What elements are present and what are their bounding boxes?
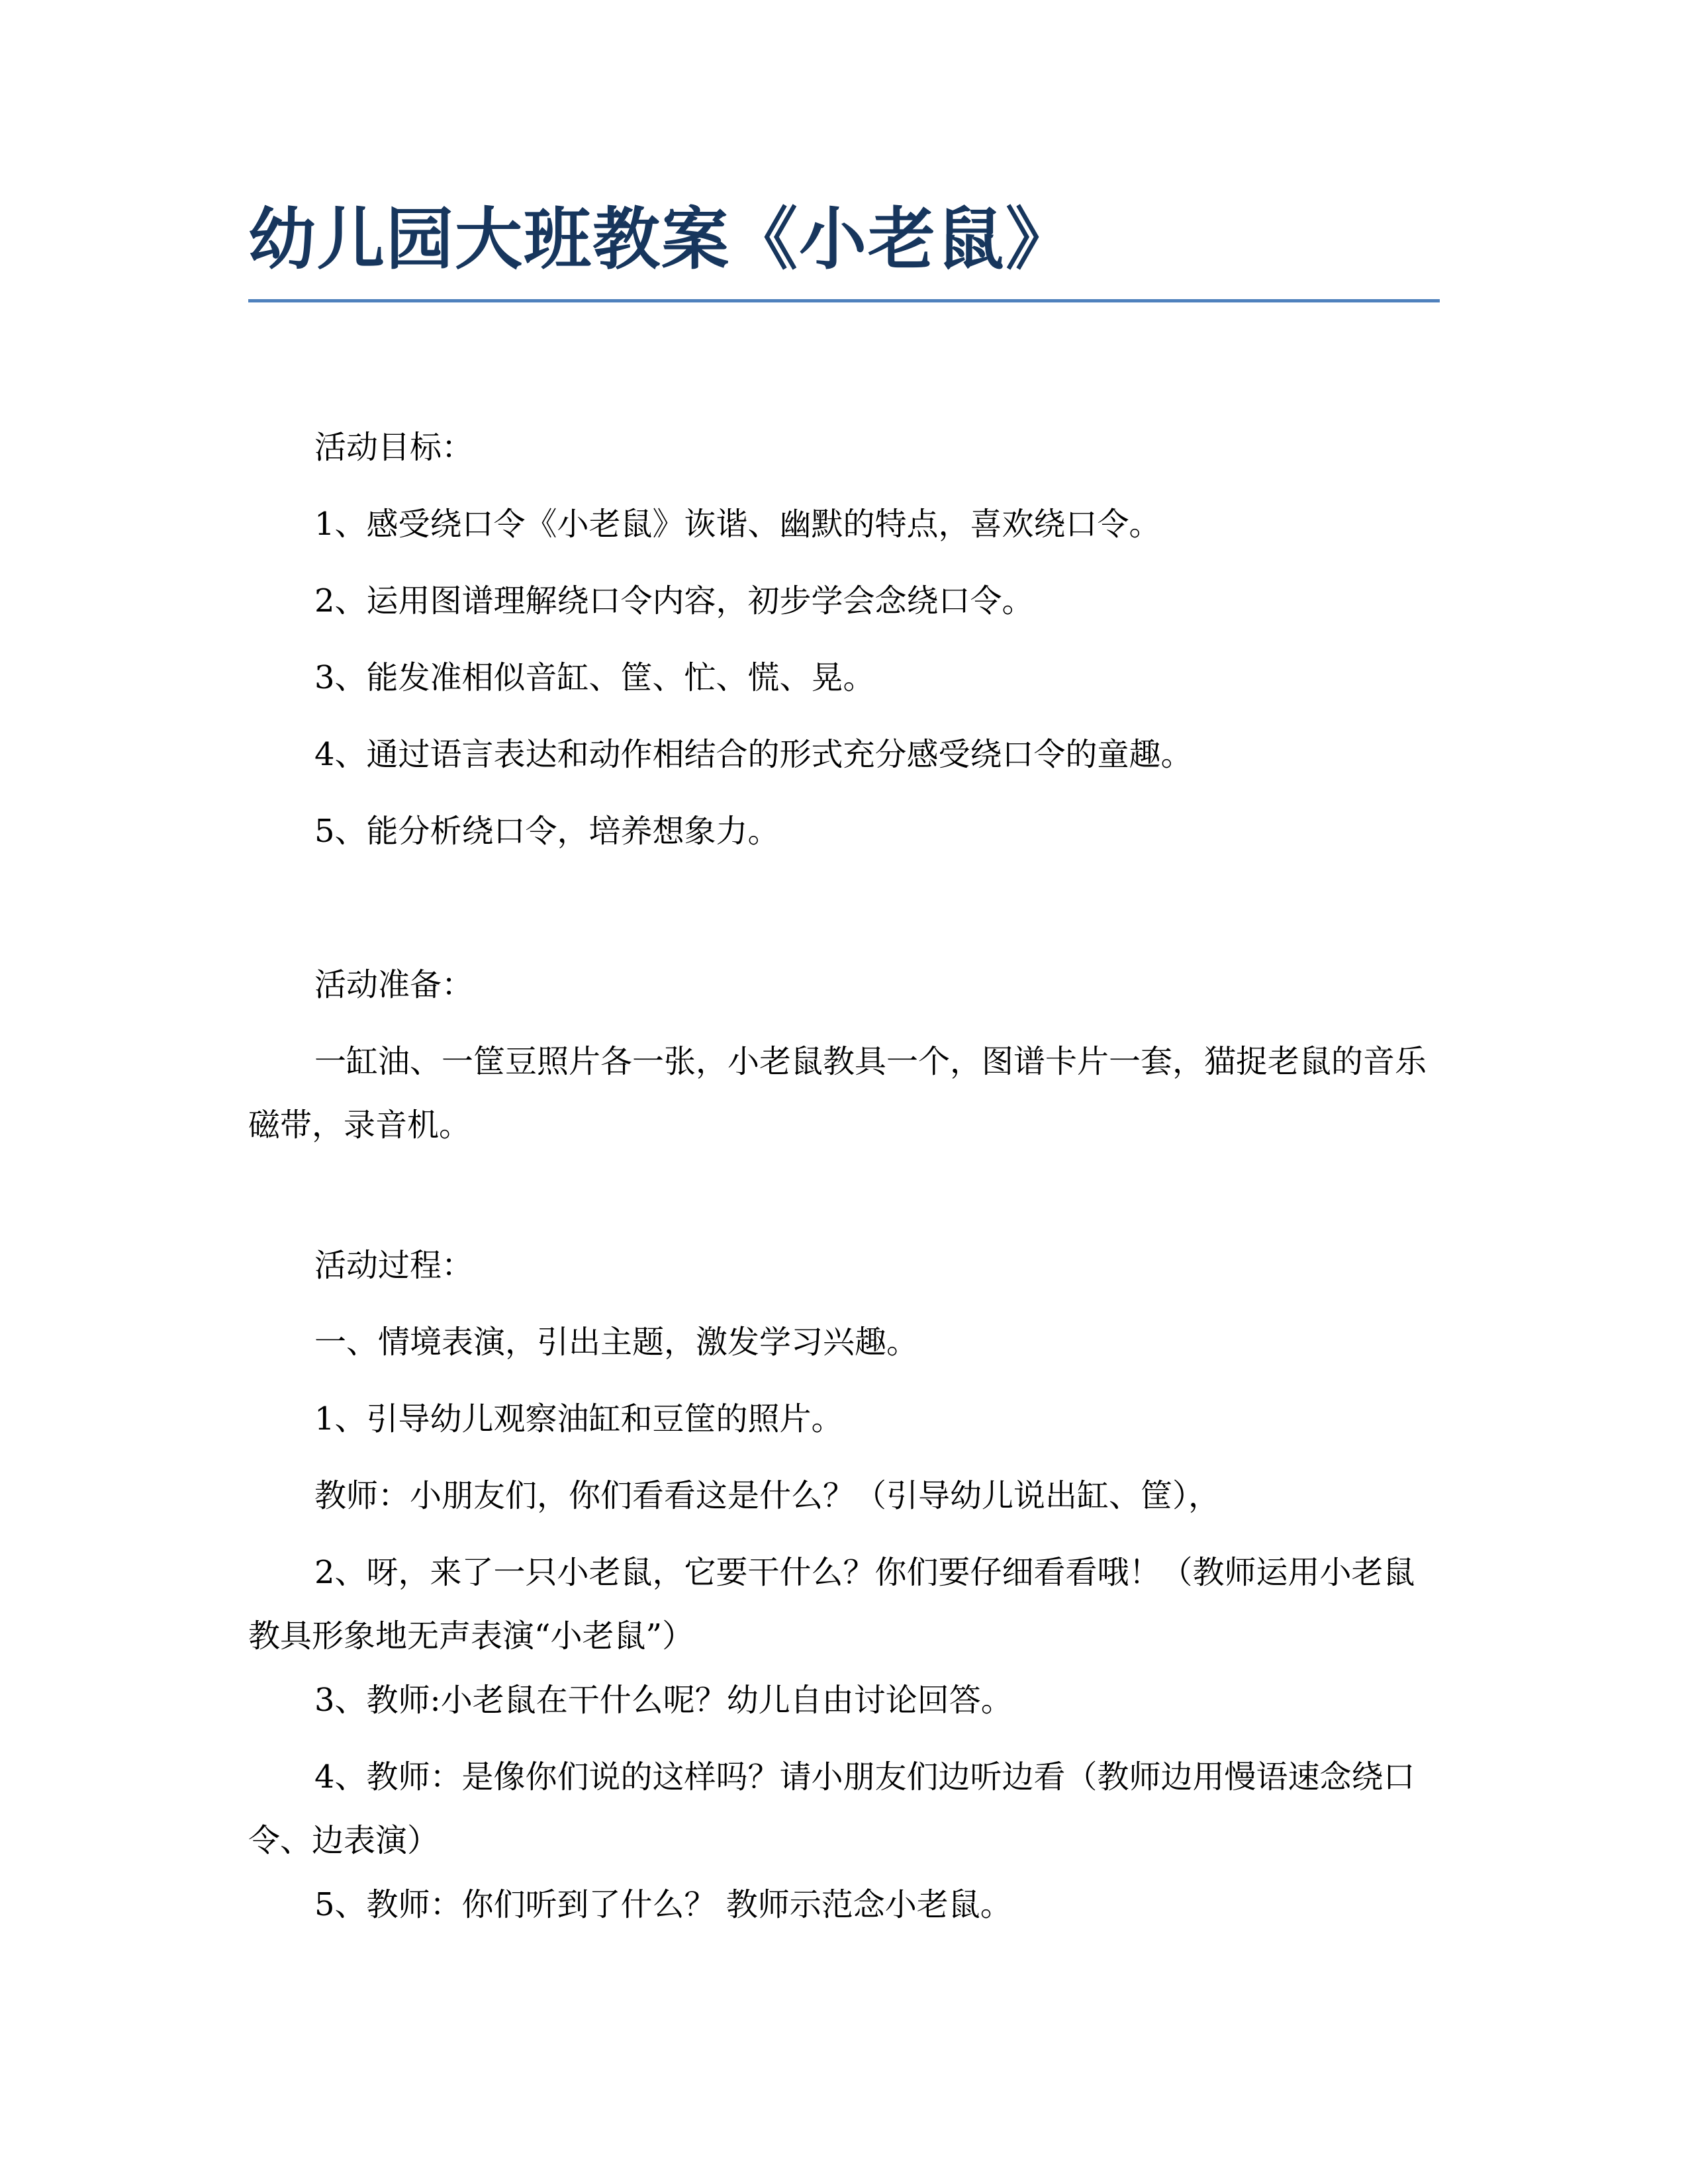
section-heading-goals: 活动目标： bbox=[314, 429, 474, 466]
process-substep-4: 4、教师：是像你们说的这样吗？请小朋友们边听边看（教师边用慢语速念绕口令、边表演） bbox=[248, 1758, 1415, 1859]
section-heading-process: 活动过程： bbox=[314, 1247, 474, 1284]
goal-item-3: 3、能发准相似音缸、筐、忙、慌、晃。 bbox=[314, 659, 875, 696]
section-heading-preparation: 活动准备： bbox=[314, 966, 474, 1003]
title-underline bbox=[248, 299, 1440, 302]
process-substep-3: 3、教师:小老鼠在干什么呢？幼儿自由讨论回答。 bbox=[314, 1682, 1013, 1719]
process-step-1: 一、情境表演，引出主题，激发学习兴趣。 bbox=[314, 1324, 919, 1361]
process-substep-2: 2、呀，来了一只小老鼠，它要干什么？你们要仔细看看哦！（教师运用小老鼠教具形象地无声表演“小老鼠”） bbox=[248, 1554, 1415, 1655]
process-substep-1: 1、引导幼儿观察油缸和豆筐的照片。 bbox=[314, 1400, 843, 1437]
document-title: 幼儿园大班教案《小老鼠》 bbox=[248, 201, 1074, 279]
goal-item-5: 5、能分析绕口令，培养想象力。 bbox=[314, 813, 780, 850]
goal-item-1: 1、感受绕口令《小老鼠》诙谐、幽默的特点，喜欢绕口令。 bbox=[314, 506, 1161, 543]
goal-item-4: 4、通过语言表达和动作相结合的形式充分感受绕口令的童趣。 bbox=[314, 736, 1193, 773]
preparation-text: 一缸油、一筐豆照片各一张，小老鼠教具一个，图谱卡片一套，猫捉老鼠的音乐磁带，录音机。 bbox=[248, 1043, 1427, 1144]
process-substep-5: 5、教师：你们听到了什么？ 教师示范念小老鼠。 bbox=[314, 1886, 1012, 1923]
goal-item-2: 2、运用图谱理解绕口令内容，初步学会念绕口令。 bbox=[314, 582, 1034, 619]
teacher-line-1: 教师：小朋友们，你们看看这是什么？（引导幼儿说出缸、筐）， bbox=[314, 1477, 1221, 1514]
